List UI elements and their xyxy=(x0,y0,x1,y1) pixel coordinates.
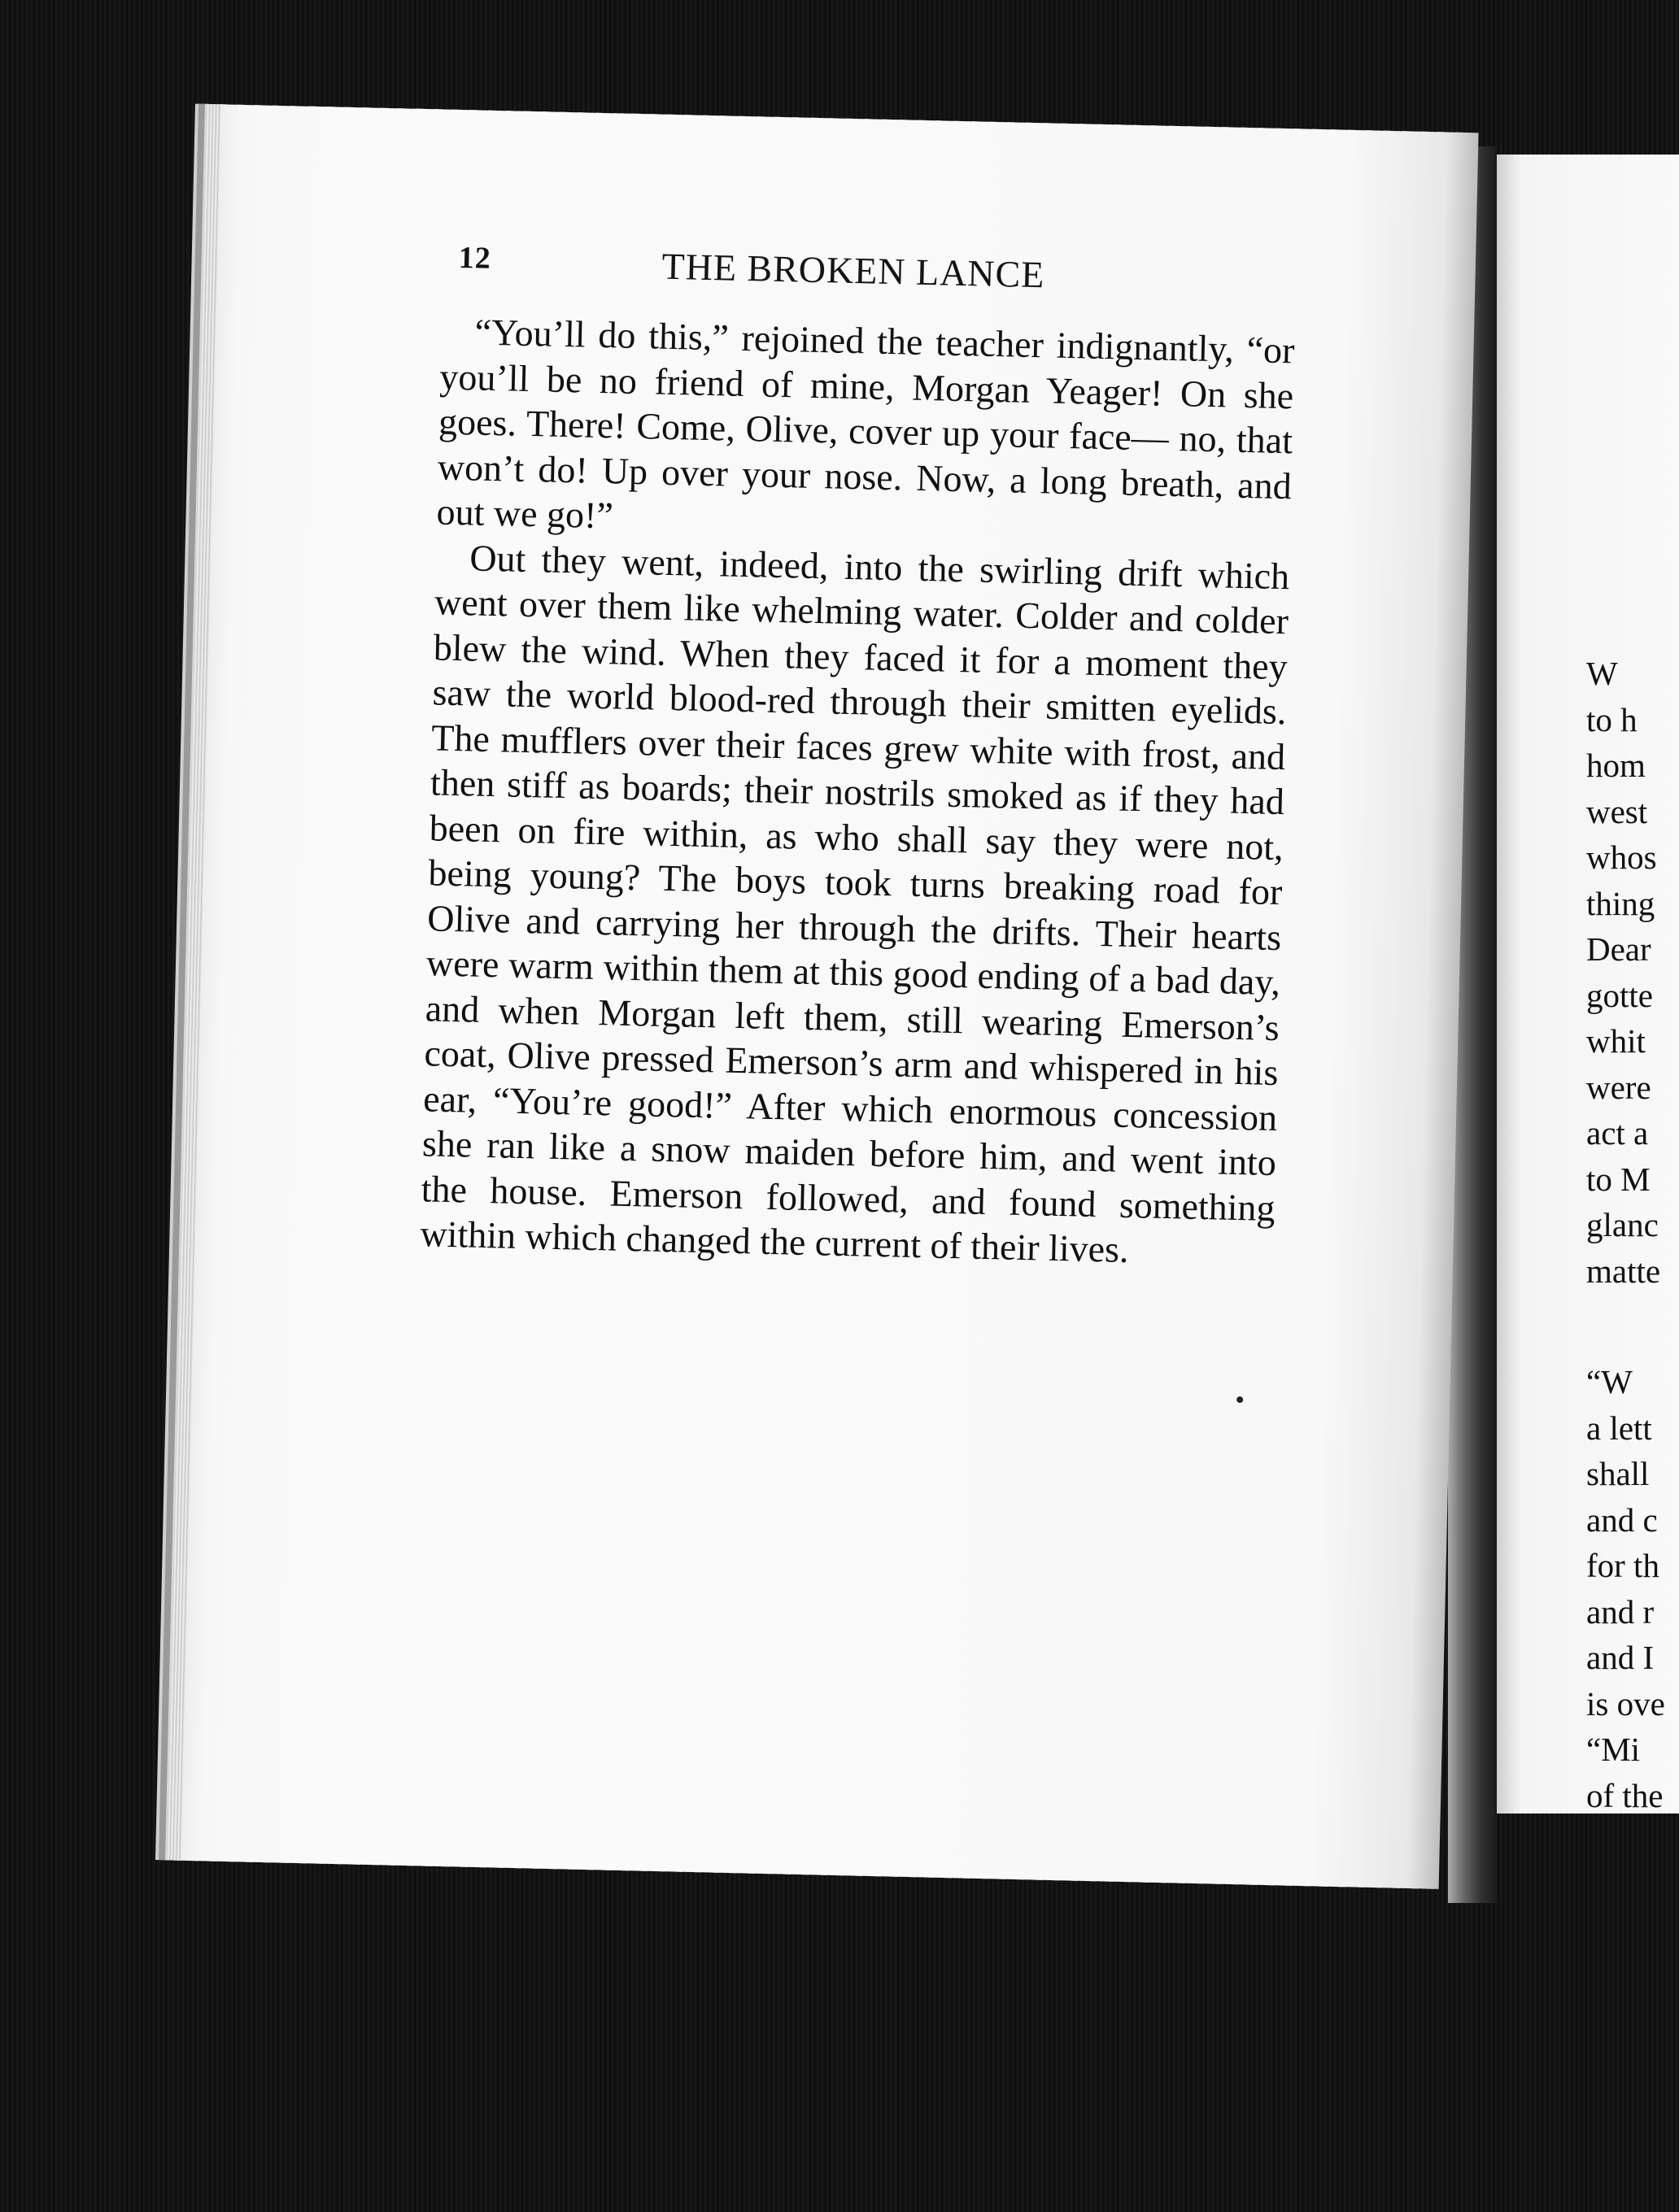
right-fragment-line: and r xyxy=(1586,1592,1655,1631)
page-number: 12 xyxy=(458,240,492,276)
right-fragment-line: to M xyxy=(1586,1160,1651,1198)
right-fragment-line: of the xyxy=(1586,1776,1664,1814)
paragraph: Out they went, indeed, into the swirling drift which went over them like whelming water. Colder and colder blew the wind. When they faced it for a moment they saw the world blood-red through their smitten eyelids. The mufflers over their faces grew white with frost, and then stiff as boards; their nostrils smoked as if they had been on fire within, as who shall say they were not, being young? The boys took turns breaking road for Olive and carrying her through the drifts. Their hearts were warm within them at this good ending of a bad day, and when Morgan left them, still wearing Emerson’s coat, Olive pressed Emerson’s arm and whispered in his ear, “You’re good!” After which enormous concession she ran like a snow maiden before him, and went into the house. Emerson followed, and found something within which changed the current of their lives. xyxy=(419,536,1290,1270)
body-text xyxy=(420,309,1295,1276)
right-fragment-line: whos xyxy=(1586,838,1657,876)
right-fragment-line: to h xyxy=(1586,700,1638,738)
right-fragment-line: Dear xyxy=(1586,930,1651,968)
right-fragment-line: glanc xyxy=(1586,1206,1659,1243)
right-fragment-line: thing xyxy=(1586,884,1655,922)
page-title: THE BROKEN LANCE xyxy=(661,245,1045,296)
right-fragment-line: and I xyxy=(1586,1639,1655,1676)
right-fragment-line: for th xyxy=(1586,1547,1659,1584)
right-fragment-line: a lett xyxy=(1586,1409,1652,1447)
right-fragment-line: matte xyxy=(1586,1252,1661,1290)
right-fragment-line: hom xyxy=(1586,747,1646,784)
fragment-gap xyxy=(1586,1294,1679,1359)
right-fragment-line: were xyxy=(1586,1068,1651,1106)
paragraph: “You’ll do this,” rejoined the teacher indignantly, “or you’ll be no friend of mine, Morgan Yeager! On she goes. There! Come, Olive, cover up your face— no, that won’t do! Up over your nose. Now, a long breath, and out we go!” xyxy=(436,311,1296,537)
right-fragment-line: W xyxy=(1586,655,1618,692)
running-head xyxy=(458,240,1435,319)
right-fragment-line: is ove xyxy=(1586,1684,1665,1722)
right-page-text-fragments xyxy=(1586,651,1679,1818)
speck-mark xyxy=(1236,1396,1243,1403)
right-fragment-line: “Mi xyxy=(1586,1731,1641,1768)
right-fragment-line: shall xyxy=(1586,1455,1650,1492)
right-fragment-line: “W xyxy=(1586,1363,1633,1400)
right-fragment-line: gotte xyxy=(1586,976,1653,1014)
left-page xyxy=(170,104,1479,1889)
right-fragment-line: whit xyxy=(1586,1022,1646,1060)
right-fragment-line: and c xyxy=(1586,1500,1658,1539)
right-fragment-line: act a xyxy=(1586,1114,1649,1152)
right-fragment-line: west xyxy=(1586,792,1648,830)
